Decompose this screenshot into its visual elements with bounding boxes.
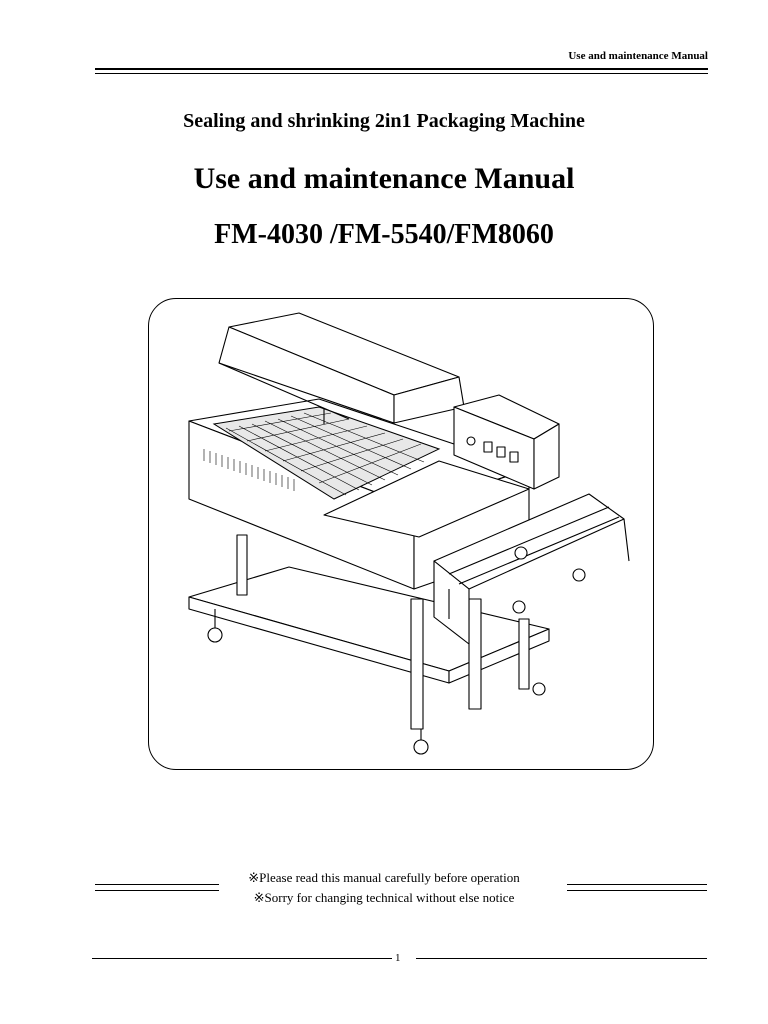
technical-change-notice: ※Sorry for changing technical without else notice (253, 890, 515, 905)
illustration-frame (148, 298, 654, 770)
read-manual-notice: ※Please read this manual carefully before operation (248, 870, 520, 885)
footer-rule-right (416, 958, 707, 959)
manual-title: Use and maintenance Manual (193, 162, 575, 195)
page-number: 1 (395, 952, 401, 964)
header-rule-thin (95, 73, 708, 74)
product-title: Sealing and shrinking 2in1 Packaging Machine (183, 110, 585, 132)
footer-rule-left (92, 958, 392, 959)
header-rule-thick (95, 68, 708, 70)
machine-drawing (149, 299, 653, 769)
model-numbers: FM-4030 /FM-5540/FM8060 (214, 219, 554, 250)
running-header: Use and maintenance Manual (568, 50, 708, 62)
